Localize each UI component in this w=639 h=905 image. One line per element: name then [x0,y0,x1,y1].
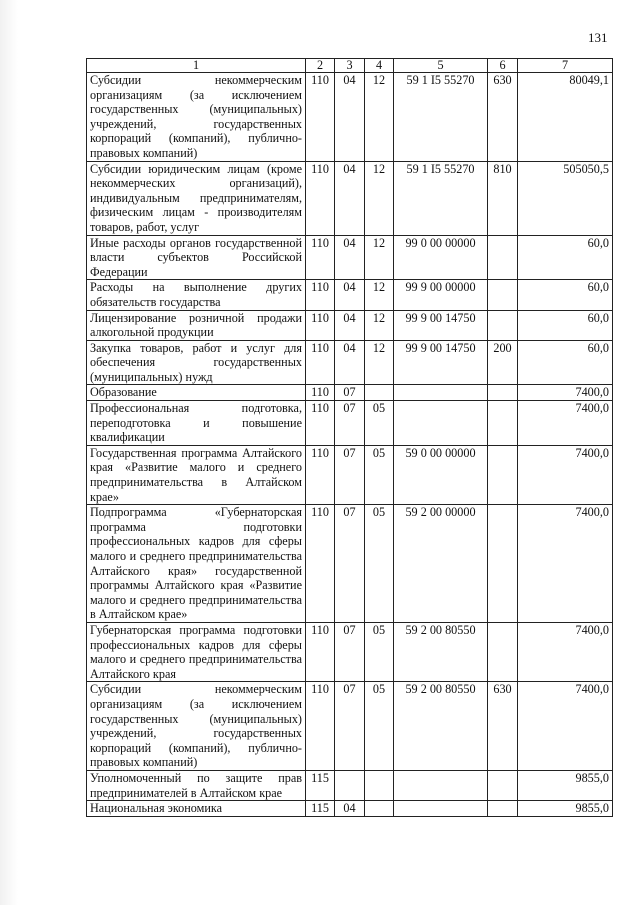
row-name: Национальная экономика [87,801,306,817]
row-ministry-code: 110 [306,385,335,401]
row-target-code: 59 2 00 80550 [394,682,488,771]
row-ministry-code: 110 [306,401,335,446]
table-row [87,401,613,446]
row-expense-type [488,385,518,401]
row-expense-type: 630 [488,682,518,771]
row-section-code: 04 [335,340,365,385]
table-row [87,280,613,310]
row-subsection-code: 05 [365,401,394,446]
page-number: 131 [588,30,608,45]
row-ministry-code: 110 [306,682,335,771]
row-target-code: 59 1 I5 55270 [394,73,488,162]
row-amount: 9855,0 [518,770,613,800]
row-expense-type: 630 [488,73,518,162]
table-row [87,161,613,235]
row-name: Иные расходы органов государственной власти субъектов Российской Федерации [87,235,306,280]
row-ministry-code: 115 [306,801,335,817]
row-expense-type [488,235,518,280]
row-ministry-code: 110 [306,505,335,623]
row-expense-type [488,801,518,817]
row-section-code: 07 [335,445,365,504]
row-ministry-code: 110 [306,161,335,235]
header-cell: 4 [365,59,394,73]
row-subsection-code: 12 [365,161,394,235]
row-expense-type [488,622,518,681]
row-subsection-code: 12 [365,340,394,385]
row-subsection-code: 12 [365,73,394,162]
row-target-code: 99 9 00 14750 [394,340,488,385]
row-target-code: 59 2 00 00000 [394,505,488,623]
row-amount: 7400,0 [518,505,613,623]
row-expense-type: 200 [488,340,518,385]
table-row [87,622,613,681]
header-cell: 7 [518,59,613,73]
row-amount: 60,0 [518,235,613,280]
row-section-code: 07 [335,622,365,681]
row-subsection-code: 05 [365,505,394,623]
row-expense-type: 810 [488,161,518,235]
row-name: Профессиональная подготовка, переподготовка и повышение квалификации [87,401,306,446]
row-expense-type [488,770,518,800]
header-cell: 2 [306,59,335,73]
row-name: Губернаторская программа подготовки профессиональных кадров для сферы малого и среднего предпринимательства Алтайского края [87,622,306,681]
row-subsection-code [365,385,394,401]
row-subsection-code [365,801,394,817]
row-name: Субсидии некоммерческим организациям (за исключением государственных (муниципальных) учреждений, государственных корпораций (компаний), публично-правовых компаний) [87,73,306,162]
row-subsection-code: 05 [365,682,394,771]
table-row [87,505,613,623]
table-row [87,385,613,401]
row-expense-type [488,505,518,623]
table-row [87,73,613,162]
row-section-code: 07 [335,505,365,623]
row-target-code: 59 0 00 00000 [394,445,488,504]
row-subsection-code: 05 [365,622,394,681]
row-ministry-code: 110 [306,235,335,280]
row-name: Закупка товаров, работ и услуг для обеспечения государственных (муниципальных) нужд [87,340,306,385]
row-ministry-code: 110 [306,340,335,385]
row-section-code: 04 [335,235,365,280]
row-target-code: 99 9 00 14750 [394,310,488,340]
row-target-code [394,801,488,817]
row-name: Субсидии некоммерческим организациям (за исключением государственных (муниципальных) учреждений, государственных корпораций (компаний), публично-правовых компаний) [87,682,306,771]
row-amount: 7400,0 [518,622,613,681]
row-target-code: 99 0 00 00000 [394,235,488,280]
row-target-code [394,770,488,800]
row-name: Государственная программа Алтайского края «Развитие малого и среднего предпринимательства в Алтайском крае» [87,445,306,504]
row-subsection-code: 12 [365,235,394,280]
row-target-code [394,401,488,446]
row-expense-type [488,445,518,504]
header-row [87,59,613,73]
row-name: Субсидии юридическим лицам (кроме некоммерческих организаций), индивидуальным предпринимателям, физическим лицам - производителям товаров, работ, услуг [87,161,306,235]
row-subsection-code [365,770,394,800]
row-subsection-code: 12 [365,310,394,340]
row-target-code: 99 9 00 00000 [394,280,488,310]
row-section-code: 07 [335,682,365,771]
row-target-code: 59 2 00 80550 [394,622,488,681]
budget-table [86,58,613,817]
header-cell: 1 [87,59,306,73]
row-ministry-code: 110 [306,280,335,310]
row-expense-type [488,310,518,340]
row-section-code: 07 [335,385,365,401]
row-name: Лицензирование розничной продажи алкогольной продукции [87,310,306,340]
header-cell: 3 [335,59,365,73]
row-amount: 7400,0 [518,445,613,504]
table-row [87,445,613,504]
row-amount: 60,0 [518,280,613,310]
row-amount: 505050,5 [518,161,613,235]
row-ministry-code: 110 [306,445,335,504]
header-cell: 5 [394,59,488,73]
row-target-code [394,385,488,401]
table-row [87,801,613,817]
row-subsection-code: 12 [365,280,394,310]
row-expense-type [488,280,518,310]
scan-edge [0,0,18,905]
row-amount: 60,0 [518,340,613,385]
table-row [87,682,613,771]
row-amount: 7400,0 [518,385,613,401]
row-subsection-code: 05 [365,445,394,504]
row-section-code: 04 [335,801,365,817]
row-amount: 9855,0 [518,801,613,817]
row-section-code: 04 [335,310,365,340]
row-name: Образование [87,385,306,401]
row-amount: 80049,1 [518,73,613,162]
row-ministry-code: 115 [306,770,335,800]
row-name: Уполномоченный по защите прав предпринимателей в Алтайском крае [87,770,306,800]
row-section-code: 04 [335,280,365,310]
table-row [87,310,613,340]
row-section-code: 04 [335,73,365,162]
row-name: Расходы на выполнение других обязательств государства [87,280,306,310]
table-row [87,235,613,280]
header-cell: 6 [488,59,518,73]
row-section-code: 04 [335,161,365,235]
table-row [87,770,613,800]
row-amount: 60,0 [518,310,613,340]
row-amount: 7400,0 [518,401,613,446]
table-row [87,340,613,385]
row-section-code: 07 [335,401,365,446]
row-name: Подпрограмма «Губернаторская программа подготовки профессиональных кадров для сферы малого и среднего предпринимательства Алтайского края» государственной программы Алтайского края «Развитие малого и среднего предпринимательства в Алтайском крае» [87,505,306,623]
row-ministry-code: 110 [306,622,335,681]
row-ministry-code: 110 [306,310,335,340]
row-target-code: 59 1 I5 55270 [394,161,488,235]
row-section-code [335,770,365,800]
row-expense-type [488,401,518,446]
row-ministry-code: 110 [306,73,335,162]
row-amount: 7400,0 [518,682,613,771]
